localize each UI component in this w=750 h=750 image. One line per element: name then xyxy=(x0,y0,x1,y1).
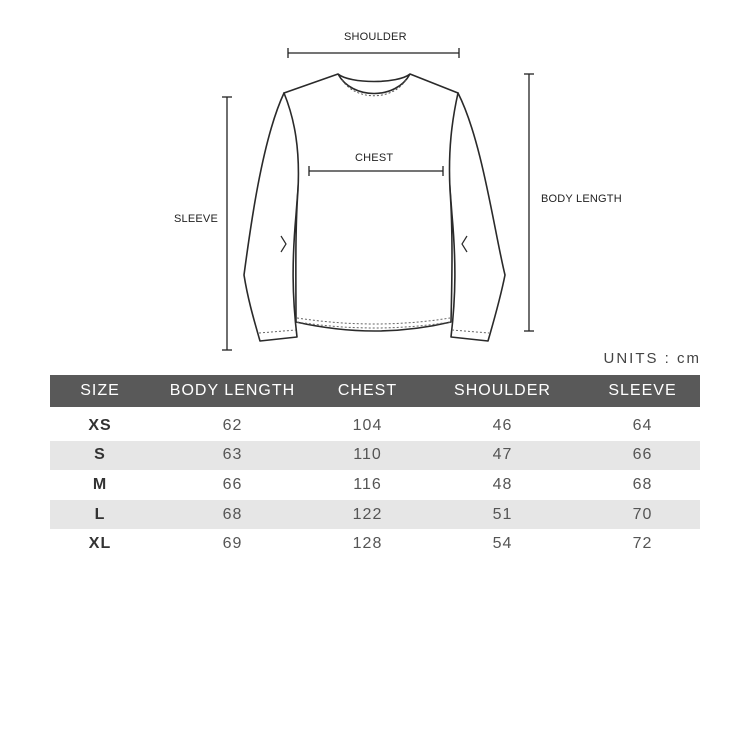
header-body-length: BODY LENGTH xyxy=(150,375,315,407)
sleeve-cell: 70 xyxy=(585,500,700,530)
size-cell: L xyxy=(50,500,150,530)
shoulder-cell: 46 xyxy=(492,416,513,434)
sleeve-cell: 66 xyxy=(585,441,700,471)
table-row xyxy=(50,441,700,471)
table-row xyxy=(50,529,700,559)
table-header-row xyxy=(50,375,700,407)
body-length-cell: 69 xyxy=(222,535,243,553)
body-shape xyxy=(284,74,458,331)
right-sleeve-shape xyxy=(448,93,505,341)
shoulder-cell: 48 xyxy=(492,475,513,493)
chest-label: CHEST xyxy=(355,152,394,164)
sleeve-cell: 64 xyxy=(632,416,653,434)
chest-cell: 104 xyxy=(352,416,383,434)
header-size: SIZE xyxy=(50,375,150,407)
body-length-cell: 68 xyxy=(150,500,315,530)
body-length-cell: 66 xyxy=(222,475,243,493)
shoulder-label: SHOULDER xyxy=(344,31,407,43)
chest-cell: 116 xyxy=(353,475,382,493)
header-shoulder: SHOULDER xyxy=(420,375,585,407)
sleeve-label: SLEEVE xyxy=(174,213,219,225)
body-length-label: BODY LENGTH xyxy=(541,193,622,205)
size-chart-table xyxy=(50,375,700,559)
size-cell: S xyxy=(50,441,150,471)
sleeve-cell: 72 xyxy=(632,535,653,553)
body-length-cell: 63 xyxy=(150,441,315,471)
shoulder-cell: 47 xyxy=(420,441,585,471)
sleeve-cell: 68 xyxy=(632,475,653,493)
header-sleeve: SLEEVE xyxy=(585,375,700,407)
table-row xyxy=(50,470,700,500)
shoulder-cell: 51 xyxy=(420,500,585,530)
size-cell: M xyxy=(92,475,108,493)
body-length-cell: 62 xyxy=(222,416,243,434)
chest-cell: 122 xyxy=(315,500,420,530)
table-row xyxy=(50,407,700,441)
table-row xyxy=(50,500,700,530)
measurement-diagram xyxy=(0,0,750,360)
chest-cell: 128 xyxy=(352,535,383,553)
size-cell: XS xyxy=(88,416,112,434)
chest-cell: 110 xyxy=(315,441,420,471)
left-sleeve-shape xyxy=(244,93,300,341)
units-label: UNITS : cm xyxy=(603,350,701,367)
sweater-illustration xyxy=(0,0,750,360)
shoulder-cell: 54 xyxy=(492,535,513,553)
header-chest: CHEST xyxy=(315,375,420,407)
size-cell: XL xyxy=(88,535,112,553)
